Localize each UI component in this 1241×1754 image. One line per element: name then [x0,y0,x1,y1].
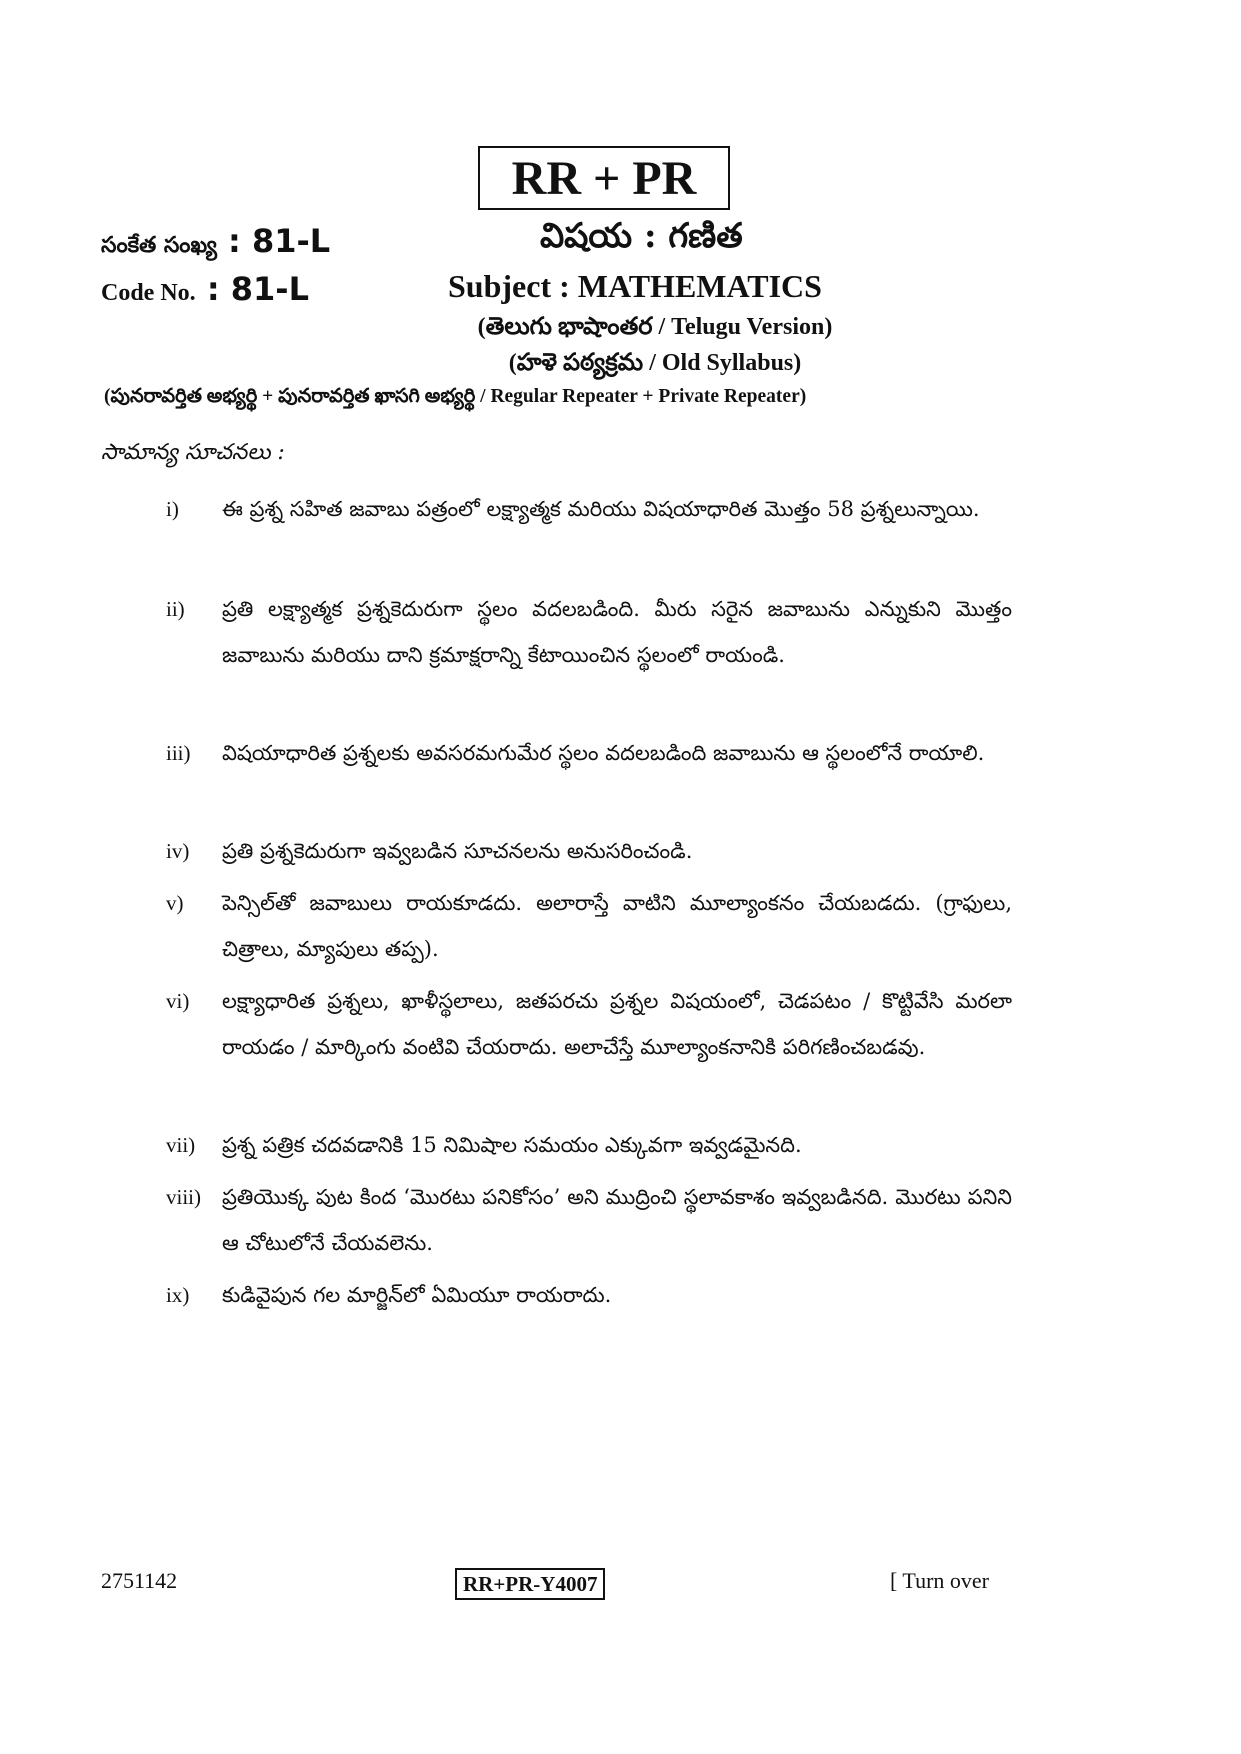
code-label-telugu: సంకేత సంఖ్య [101,232,217,258]
code-label-english: Code No. [101,280,196,306]
code-value-english: 81-L [230,270,309,308]
subject-telugu: విషయ : గణిత [540,216,743,256]
instruction-text: ప్రతియొక్క పుట కింద ‘మొరటు పనికోసం’ అని ముద్రించి స్థలావకాశం ఇవ్వబడినది. మొరటు పనిని ఆ చోటులోనే చేయవలెను. [222,1185,1012,1255]
instruction-number: iii) [166,741,191,765]
instruction-number: ix) [166,1283,190,1307]
instruction-item [166,730,1016,822]
paper-type-box: RR + PR [478,146,730,210]
instruction-text: ఈ ప్రశ్న సహిత జవాబు పత్రంలో లక్ష్యాత్మక మరియు విషయాధారిత మొత్తం 58 ప్రశ్నలున్నాయి. [222,497,980,521]
code-separator: : [216,222,252,260]
instruction-text: కుడివైపున గల మార్జిన్‌లో ఏమియూ రాయరాదు. [222,1283,612,1307]
code-number-telugu [101,222,330,263]
code-value-telugu: 81-L [251,222,331,260]
instruction-item [166,1272,1016,1318]
serial-number: 2751142 [101,1568,178,1593]
instruction-item [166,978,1016,1116]
general-instructions-title: సామాన్య సూచనలు : [101,440,285,465]
instruction-text: ప్రశ్న పత్రిక చదవడానికి 15 నిమిషాల సమయం ఎక్కువగా ఇవ్వడమైనది. [222,1133,802,1157]
instruction-number: viii) [166,1185,201,1209]
instruction-number: vi) [166,989,190,1013]
instruction-item [166,586,1016,724]
candidate-type-line: (పునరావర్తిత అభ్యర్థి + పునరావర్తిత ఖాసగి అభ్యర్థి / Regular Repeater + Private Repeater) [104,386,807,407]
instruction-text: లక్ష్యాధారిత ప్రశ్నలు, ఖాళీస్థలాలు, జతపరచు ప్రశ్నల విషయంలో, చెడపటం / కొట్టివేసి మరలా రాయడం / మార్కింగు వంటివి చేయరాదు. అలాచేస్తే మూల్యాంకనానికి పరిగణించబడవు. [222,989,1012,1059]
instruction-item [166,486,1016,578]
subject-english: Subject : MATHEMATICS [448,268,822,304]
paper-code-box: RR+PR-Y4007 [455,1568,605,1600]
instruction-item [166,828,1016,874]
version-line: (తెలుగు భాషాంతర / Telugu Version) [477,314,833,340]
instruction-text: విషయాధారిత ప్రశ్నలకు అవసరమగుమేర స్థలం వదలబడింది జవాబును ఆ స్థలంలోనే రాయాలి. [222,741,985,765]
instruction-text: ప్రతి ప్రశ్నకెదురుగా ఇవ్వబడిన సూచనలను అనుసరించండి. [222,839,693,863]
instruction-text: ప్రతి లక్ష్యాత్మక ప్రశ్నకెదురుగా స్థలం వదలబడింది. మీరు సరైన జవాబును ఎన్నుకుని మొత్తం జవాబును మరియు దాని క్రమాక్షరాన్ని కేటాయించిన స్థలంలో రాయండి. [222,597,1012,667]
instruction-number: vii) [166,1133,196,1157]
turn-over-label: [ Turn over [890,1568,990,1593]
instruction-number: iv) [166,839,190,863]
code-number-english: Code No. : 81-L [101,270,309,308]
instruction-item [166,880,1016,972]
instruction-number: v) [166,891,184,915]
instruction-number: i) [166,497,179,521]
instruction-item [166,1122,1016,1168]
syllabus-line: (హళె పఠ్యక్రమ / Old Syllabus) [508,350,802,376]
instruction-text: పెన్సిల్‌తో జవాబులు రాయకూడదు. అలారాస్తే వాటిని మూల్యాంకనం చేయబడదు. (గ్రాఫులు, చిత్రాలు, మ్యాపులు తప్ప). [222,891,1012,961]
instruction-item [166,1174,1016,1266]
instruction-number: ii) [166,597,185,621]
